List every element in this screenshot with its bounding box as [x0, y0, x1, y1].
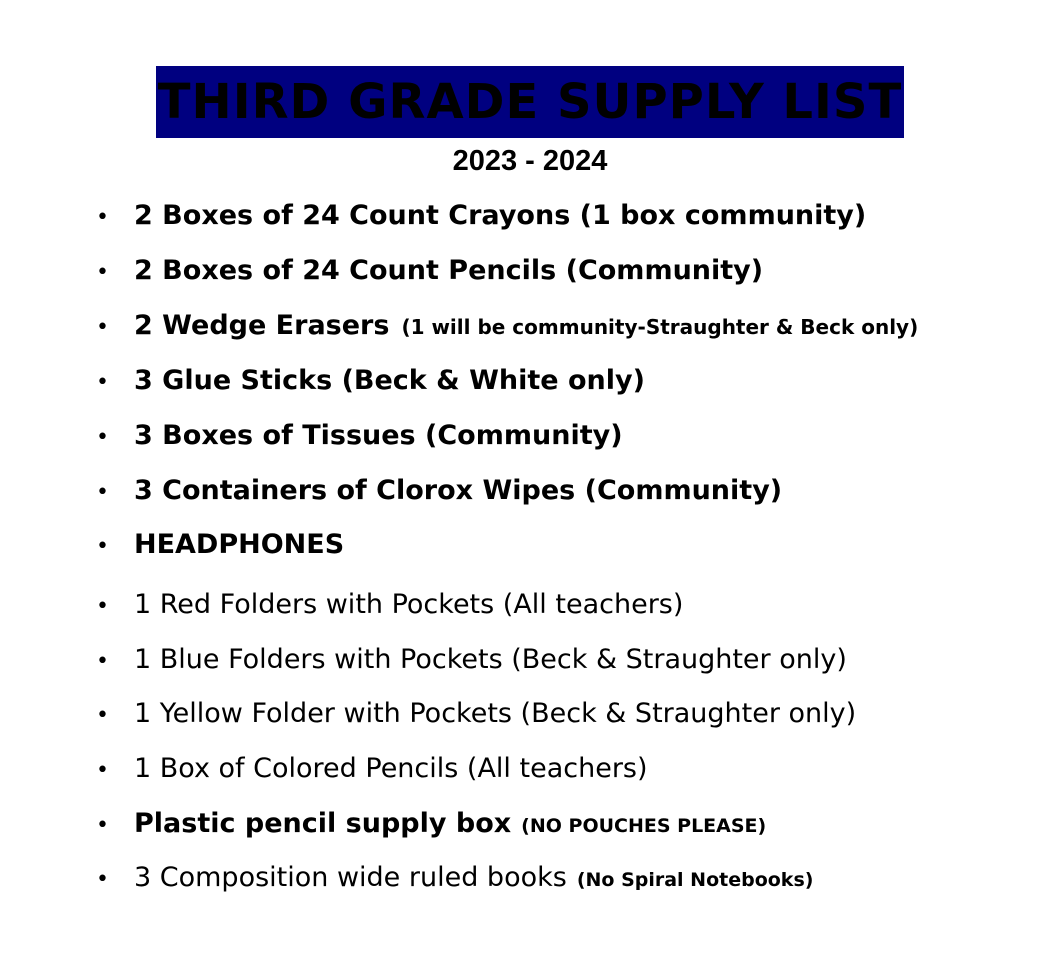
item-note: (1 will be community-Straughter & Beck only): [401, 315, 919, 339]
list-item: [96, 251, 763, 291]
bullet-icon: •: [96, 370, 109, 395]
list-item: [96, 416, 623, 456]
item-text: 2 Boxes of 24 Count Pencils (Community): [134, 255, 764, 286]
title-banner: [156, 66, 904, 138]
list-item: [96, 471, 782, 511]
bullet-icon: •: [96, 480, 109, 505]
list-item: [96, 306, 918, 346]
item-text: HEADPHONES: [134, 529, 345, 560]
list-item: [96, 694, 856, 734]
bullet-icon: •: [96, 534, 109, 559]
item-text: 3 Composition wide ruled books: [134, 862, 567, 893]
list-item: [96, 585, 683, 625]
page-title: THIRD GRADE SUPPLY LIST: [157, 74, 903, 130]
bullet-icon: •: [96, 649, 109, 674]
list-item: [96, 525, 344, 565]
item-text: 1 Red Folders with Pockets (All teachers): [134, 589, 684, 620]
list-item: [96, 361, 645, 401]
bullet-icon: •: [96, 813, 109, 838]
bullet-icon: •: [96, 758, 109, 783]
bullet-icon: •: [96, 867, 109, 892]
list-item: [96, 749, 648, 789]
bullet-icon: •: [96, 315, 109, 340]
bullet-icon: •: [96, 703, 109, 728]
item-text: 1 Yellow Folder with Pockets (Beck & Straughter only): [134, 698, 857, 729]
bullet-icon: •: [96, 260, 109, 285]
bullet-icon: •: [96, 205, 109, 230]
item-text: Plastic pencil supply box: [134, 808, 512, 839]
item-text: 2 Boxes of 24 Count Crayons (1 box community): [134, 200, 867, 231]
list-item: [96, 640, 847, 680]
item-note: (NO POUCHES PLEASE): [521, 815, 767, 837]
school-year: 2023 - 2024: [452, 145, 608, 177]
item-text: 1 Box of Colored Pencils (All teachers): [134, 753, 648, 784]
bullet-icon: •: [96, 594, 109, 619]
item-note: (No Spiral Notebooks): [576, 869, 814, 891]
bullet-icon: •: [96, 425, 109, 450]
item-text: 3 Glue Sticks (Beck & White only): [134, 365, 645, 396]
list-item: [96, 858, 813, 898]
item-text: 2 Wedge Erasers: [134, 310, 390, 341]
list-item: [96, 804, 766, 844]
item-text: 3 Boxes of Tissues (Community): [134, 420, 623, 451]
list-item: [96, 196, 866, 236]
item-text: 1 Blue Folders with Pockets (Beck & Straughter only): [134, 644, 847, 675]
item-text: 3 Containers of Clorox Wipes (Community): [134, 475, 783, 506]
